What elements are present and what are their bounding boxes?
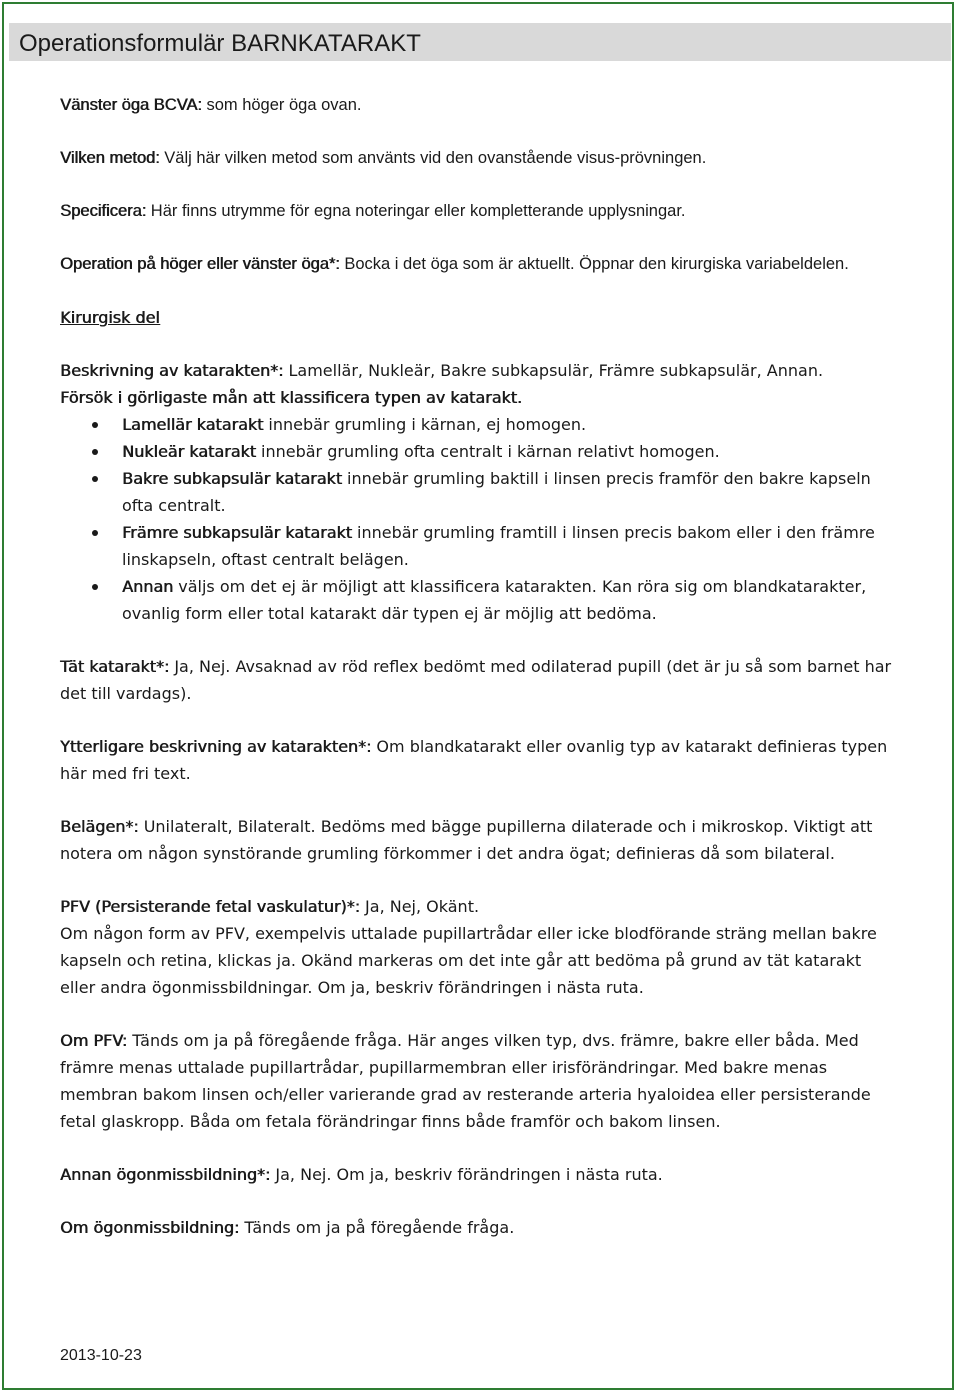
- field-label: Tät katarakt*:: [60, 657, 170, 676]
- document-body: [60, 92, 900, 1267]
- field-ytterligare: [60, 733, 900, 787]
- field-vanster-bcva: [60, 92, 900, 119]
- field-body: Om någon form av PFV, exempelvis uttalade pupillartrådar eller icke blodförande sträng mellan bakre kapseln och retina, klickas ja. Okänd markeras om det inte går att bedöma på grund av tät katarakt eller andra ögonmissbildningar. Om ja, beskriv förändringen i nästa ruta.: [60, 924, 877, 997]
- field-label: Beskrivning av katarakten*:: [60, 361, 284, 380]
- field-specificera: [60, 198, 900, 225]
- bullet-text: väljs om det ej är möjligt att klassificera katarakten. Kan röra sig om blandkatarakter, ovanlig form eller total katarakt där typen ej är möjlig att bedöma.: [122, 577, 867, 623]
- field-text: Här finns utrymme för egna noteringar eller kompletterande upplysningar.: [146, 202, 686, 220]
- field-label: Specificera:: [60, 202, 147, 220]
- list-item: [60, 438, 900, 465]
- field-text: Välj här vilken metod som använts vid den ovanstående visus-prövningen.: [159, 149, 707, 167]
- field-label: Belägen*:: [60, 817, 139, 836]
- list-item: [60, 573, 900, 627]
- cataract-type-list: [60, 411, 900, 627]
- beskrivning-note: [60, 384, 900, 411]
- field-text: Om blandkatarakt eller ovanlig typ av katarakt definieras typen här med fri text.: [60, 737, 888, 783]
- field-label: Ytterligare beskrivning av katarakten*:: [60, 737, 372, 756]
- field-text: som höger öga ovan.: [201, 96, 362, 114]
- pfv-description: [60, 920, 900, 1001]
- field-text: Lamellär, Nukleär, Bakre subkapsulär, Främre subkapsulär, Annan.: [283, 361, 824, 380]
- field-label: Om PFV:: [60, 1031, 128, 1050]
- list-item: [60, 465, 900, 519]
- bullet-label: Annan: [122, 577, 174, 596]
- field-beskrivning: [60, 357, 900, 384]
- field-operation-oga: [60, 251, 900, 278]
- bullet-text: innebär grumling i kärnan, ej homogen.: [263, 415, 587, 434]
- field-annan-ogonmissbildning: [60, 1161, 900, 1188]
- bullet-label: Bakre subkapsulär katarakt: [122, 469, 342, 488]
- field-label: PFV (Persisterande fetal vaskulatur)*:: [60, 897, 360, 916]
- field-label: Om ögonmissbildning:: [60, 1218, 240, 1237]
- note-text: Försök i görligaste mån att klassificera typen av katarakt.: [60, 388, 522, 407]
- title-bar: [9, 23, 951, 61]
- bullet-text: innebär grumling ofta centralt i kärnan relativt homogen.: [255, 442, 720, 461]
- field-label: Vänster öga BCVA:: [60, 96, 202, 114]
- bullet-label: Nukleär katarakt: [122, 442, 256, 461]
- bullet-label: Lamellär katarakt: [122, 415, 264, 434]
- field-text: Unilateralt, Bilateralt. Bedöms med bägge pupillerna dilaterade och i mikroskop. Viktigt att notera om någon synstörande grumling förkommer i det andra ögat; definieras då som bilateral.: [60, 817, 873, 863]
- field-text: Ja, Nej, Okänt.: [359, 897, 480, 916]
- field-label: Annan ögonmissbildning*:: [60, 1165, 271, 1184]
- field-label: Operation på höger eller vänster öga*:: [60, 255, 340, 273]
- field-label: Vilken metod:: [60, 149, 160, 167]
- field-om-pfv: [60, 1027, 900, 1135]
- field-pfv: [60, 893, 900, 920]
- list-item: [60, 519, 900, 573]
- field-vilken-metod: [60, 145, 900, 172]
- list-item: [60, 411, 900, 438]
- bullet-text: innebär grumling framtill i linsen precis bakom eller i den främre linskapseln, oftast centralt belägen.: [122, 523, 875, 569]
- section-heading-kirurgisk-del: [60, 304, 900, 331]
- page-title: Operationsformulär BARNKATARAKT: [19, 30, 421, 57]
- bullet-label: Främre subkapsulär katarakt: [122, 523, 352, 542]
- field-tat-katarakt: [60, 653, 900, 707]
- field-text: Bocka i det öga som är aktuellt. Öppnar den kirurgiska variabeldelen.: [339, 255, 849, 273]
- field-belagen: [60, 813, 900, 867]
- field-text: Ja, Nej. Avsaknad av röd reflex bedömt med odilaterad pupill (det är ju så som barnet har det till vardags).: [60, 657, 892, 703]
- footer-date: 2013-10-23: [60, 1347, 142, 1364]
- field-om-ogonmissbildning: [60, 1214, 900, 1241]
- field-text: Tänds om ja på föregående fråga.: [239, 1218, 515, 1237]
- field-text: Tänds om ja på föregående fråga. Här anges vilken typ, dvs. främre, bakre eller båda. Med främre menas uttalade pupillartrådar, pupillarmembran eller irisförändringar. Med bakre menas membran bakom linsen och/eller varierande grad av resterande arteria hyaloidea eller persisterande fetal glaskropp. Båda om fetala förändringar finns både framför och bakom linsen.: [60, 1031, 871, 1131]
- field-text: Ja, Nej. Om ja, beskriv förändringen i nästa ruta.: [270, 1165, 663, 1184]
- section-heading: Kirurgisk del: [60, 308, 160, 327]
- bullet-text: innebär grumling baktill i linsen precis framför den bakre kapseln ofta centralt.: [122, 469, 871, 515]
